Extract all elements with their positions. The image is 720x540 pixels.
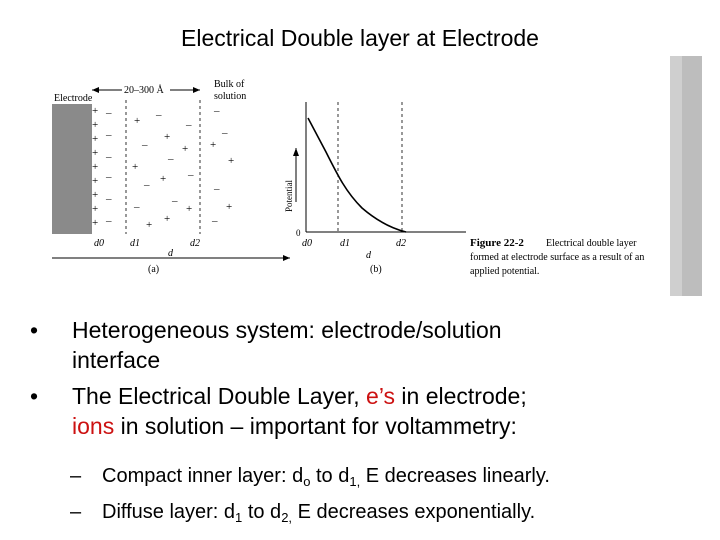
electrode-charges (92, 105, 98, 229)
potential-arrowhead (293, 148, 299, 156)
svg-text:–: – (106, 215, 112, 227)
bullet-1-line1: Heterogeneous system: electrode/solution (72, 317, 502, 343)
subbullet-2-mid: to d (242, 501, 282, 523)
dash-marker: – (70, 465, 82, 487)
d2-label-b: d2 (396, 238, 406, 249)
svg-text:–: – (222, 127, 228, 139)
svg-text:+: + (146, 219, 153, 231)
subbullet-1-post: E decreases linearly. (360, 465, 550, 487)
svg-text:–: – (188, 169, 194, 181)
electrode-block (52, 104, 92, 234)
bullet-item-2 (30, 381, 710, 441)
svg-text:–: – (106, 151, 112, 163)
svg-text:–: – (142, 139, 148, 151)
svg-text:+: + (92, 189, 99, 201)
svg-text:+: + (210, 139, 217, 151)
svg-text:+: + (164, 213, 171, 225)
subbullet-2-text (70, 500, 710, 530)
bullet-2-electrons: e’s (366, 383, 396, 409)
subbullet-2-pre: Diffuse layer: d (102, 501, 236, 523)
svg-text:+: + (92, 161, 99, 173)
panel-b-label: (b) (370, 264, 382, 275)
svg-text:–: – (106, 171, 112, 183)
caption-figure-number: Figure 22-2 (470, 237, 524, 249)
svg-text:+: + (164, 131, 171, 143)
panel-a-label: (a) (148, 264, 160, 275)
svg-text:+: + (92, 147, 99, 159)
svg-text:+: + (182, 143, 189, 155)
subbullet-1-sub1: o (303, 474, 311, 489)
bullet-dot: • (30, 317, 39, 343)
bullet-2-part2: in electrode; (395, 383, 527, 409)
bullet-1-line2: interface (72, 347, 161, 373)
svg-text:–: – (186, 119, 192, 131)
subbullet-1-mid: to d (310, 465, 350, 487)
subbullet-diffuse-layer (70, 500, 710, 530)
d1-label-b: d1 (340, 238, 350, 249)
svg-text:+: + (92, 217, 99, 229)
bullet-2-part3: in solution – important for voltammetry: (114, 413, 517, 439)
subbullet-2-sub1: 1 (235, 510, 243, 525)
subbullet-2-post: E decreases exponentially. (292, 501, 536, 523)
svg-text:–: – (214, 105, 220, 117)
d0-label-a: d0 (94, 238, 104, 249)
double-layer-figure (26, 52, 702, 300)
slide-title: Electrical Double layer at Electrode (181, 25, 539, 51)
bullet-2-ions: ions (72, 413, 115, 439)
svg-text:–: – (134, 201, 140, 213)
svg-text:–: – (212, 215, 218, 227)
bulk-label-line1: Bulk of (214, 79, 245, 90)
arrowhead-right (193, 87, 200, 93)
subbullet-1-text (70, 464, 710, 494)
svg-text:+: + (92, 175, 99, 187)
svg-text:+: + (92, 203, 99, 215)
electrode-label: Electrode (54, 93, 93, 104)
bullet-2-part1: The Electrical Double Layer, (72, 383, 367, 409)
thickness-label: 20–300 Å (124, 85, 164, 96)
bullet-list (30, 315, 710, 447)
svg-text:+: + (92, 133, 99, 145)
page-edge-dark (682, 56, 702, 296)
bulk-label-line2: solution (214, 91, 247, 102)
svg-text:+: + (92, 119, 99, 131)
subbullet-1-pre: Compact inner layer: d (102, 465, 304, 487)
d-label-b: d (366, 250, 371, 261)
caption-line3: applied potential. (470, 266, 540, 277)
dash-marker: – (70, 501, 82, 523)
subbullet-2-sub2: 2, (281, 510, 293, 525)
svg-text:+: + (228, 155, 235, 167)
bullet-dot: • (30, 383, 39, 409)
d2-label-a: d2 (190, 238, 200, 249)
caption-line2: formed at electrode surface as a result of an (470, 252, 645, 263)
d-axis-arrowhead (283, 255, 290, 261)
svg-text:+: + (226, 201, 233, 213)
svg-text:+: + (92, 105, 99, 117)
svg-text:–: – (172, 195, 178, 207)
zero-label: 0 (296, 228, 301, 238)
d1-label-a: d1 (130, 238, 140, 249)
d0-label-b: d0 (302, 238, 312, 249)
svg-text:–: – (214, 183, 220, 195)
subbullet-compact-layer (70, 464, 710, 494)
svg-text:+: + (134, 115, 141, 127)
svg-text:+: + (160, 173, 167, 185)
bullet-item-1 (30, 315, 710, 375)
d-label-a: d (168, 248, 173, 259)
svg-text:–: – (168, 153, 174, 165)
svg-text:–: – (106, 193, 112, 205)
potential-label: Potential (284, 180, 294, 212)
svg-text:+: + (186, 203, 193, 215)
svg-text:–: – (106, 129, 112, 141)
svg-text:–: – (106, 107, 112, 119)
arrowhead-left (92, 87, 99, 93)
svg-text:–: – (156, 109, 162, 121)
solution-ions (105, 105, 234, 231)
caption-line1: Electrical double layer (546, 238, 637, 249)
potential-curve (308, 118, 406, 232)
svg-text:–: – (144, 179, 150, 191)
subbullet-1-sub2: 1, (349, 474, 361, 489)
svg-text:+: + (132, 161, 139, 173)
